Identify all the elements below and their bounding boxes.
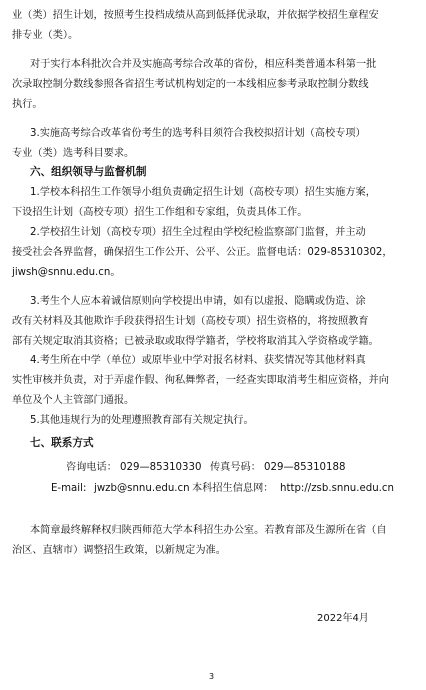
- s6-item2-line-2: 接受社会各界监督，确保招生工作公开、公平、公正。监督电话：029-85310302，: [12, 247, 393, 258]
- phone-value: 029—85310330: [120, 462, 202, 473]
- fax-label: 传真号码：: [210, 462, 261, 473]
- s6-item4-line-3: 单位及个人主管部门通报。: [12, 395, 135, 406]
- phone-label: 咨询电话：: [66, 462, 117, 473]
- s6-item3-line-3: 部有关规定取消其资格；已被录取或取得学籍者，学校将取消其入学资格或学籍。: [12, 336, 379, 347]
- s6-item2-line-1: 2.学校招生计划（高校专项）招生全过程由学校纪检监察部门监督，并主动: [30, 227, 366, 238]
- fax-value: 029—85310188: [264, 462, 346, 473]
- s6-item5-line-1: 5.其他违规行为的处理遵照教育部有关规定执行。: [30, 415, 254, 426]
- s6-item1-line-1: 1.学校本科招生工作领导小组负责确定招生计划（高校专项）招生实施方案，: [30, 187, 376, 198]
- continuation-line-2: 排专业（类）。: [12, 30, 79, 41]
- section6-heading: 六、组织领导与监督机制: [30, 166, 147, 178]
- subjects-paragraph-line-2: 专业（类）选考科目要求。: [12, 148, 135, 159]
- email-link[interactable]: jwzb@snnu.edu.cn: [94, 483, 190, 494]
- section7-heading: 七、联系方式: [30, 437, 94, 449]
- closing-line-2: 治区、直辖市）调整招生政策，以新规定为准。: [12, 545, 226, 556]
- subjects-paragraph-line-1: 3.实施高考综合改革省份考生的选考科目须符合我校拟招计划（高校专项）: [30, 128, 366, 139]
- email-label: E-mail:: [51, 483, 87, 494]
- s6-item4-line-2: 实性审核并负责，对于弄虚作假、徇私舞弊者，一经查实即取消考生相应资格，并向: [12, 375, 389, 386]
- document-date: 2022年4月: [317, 613, 369, 624]
- continuation-line-1: 业（类）招生计划，按照考生投档成绩从高到低择优录取，并依据学校招生章程安: [12, 10, 379, 21]
- reform-paragraph-line-3: 执行。: [12, 99, 43, 110]
- s6-item1-line-2: 下设招生计划（高校专项）招生工作组和专家组，负责具体工作。: [12, 207, 308, 218]
- reform-paragraph-line-1: 对于实行本科批次合并及实施高考综合改革的省份，相应科类普通本科第一批: [30, 59, 377, 70]
- s6-item3-line-2: 改有关材料及其他欺诈手段获得招生计划（高校专项）招生资格的，将按照教育: [12, 316, 369, 327]
- website-label: 本科招生信息网：: [192, 483, 274, 494]
- s6-item2-line-3: jiwsh@snnu.edu.cn。: [12, 267, 121, 278]
- s6-item3-line-1: 3.考生个人应本着诚信原则向学校提出申请，如有以虚报、隐瞒或伪造、涂: [30, 296, 366, 307]
- closing-line-1: 本简章最终解释权归陕西师范大学本科招生办公室。若教育部及生源所在省（自: [30, 525, 387, 536]
- reform-paragraph-line-2: 次录取控制分数线参照各省招生考试机构划定的一本线相应参考录取控制分数线: [12, 79, 369, 90]
- s6-item4-line-1: 4.考生所在中学（单位）或原毕业中学对报名材料、获奖情况等其他材料真: [30, 355, 366, 366]
- website-link[interactable]: http://zsb.snnu.edu.cn: [280, 483, 394, 494]
- page-number: 3: [209, 672, 215, 681]
